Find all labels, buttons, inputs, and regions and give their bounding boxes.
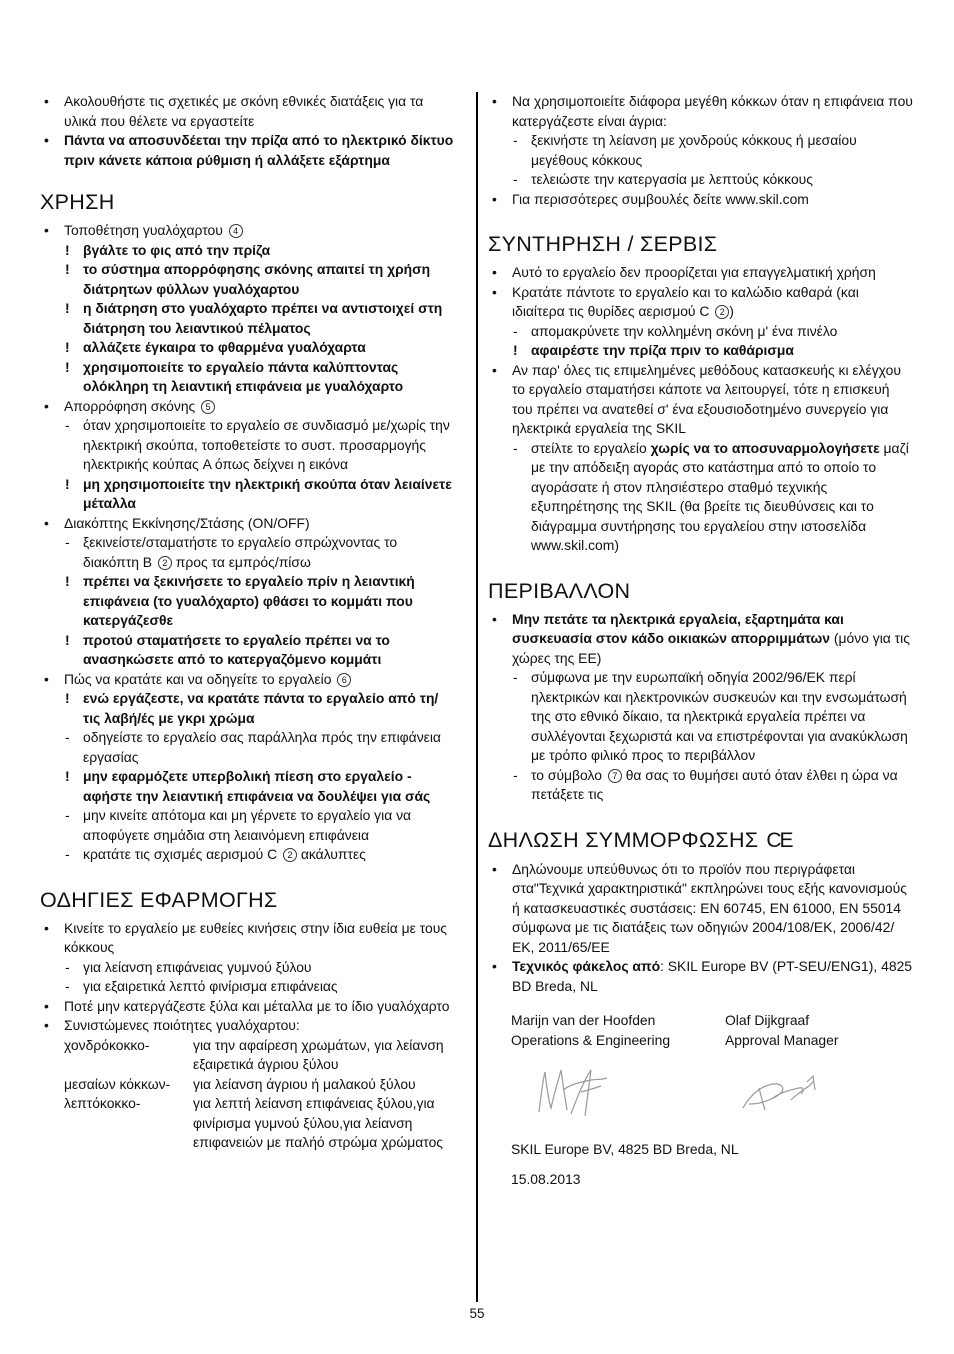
bullet-item [40,1016,455,1036]
section-title-environment: ΠΕΡΙΒΑΛΛΟΝ [488,578,631,603]
item-text: Συνιστώμενες ποιότητες γυαλόχαρτου: [64,1017,300,1033]
item-text: οδηγείστε το εργαλείο σας παράλληλα πρός την επιφάνεια εργασίας [83,729,441,765]
bullet-item [488,860,913,958]
company-address: SKIL Europe BV, 4825 BD Breda, NL [511,1141,739,1157]
grit-table [40,1036,455,1153]
warning-item [40,338,455,358]
item-text: στείλτε το εργαλείο [531,439,647,456]
item-text: Για περισσότερες συμβουλές δείτε www.skil.com [512,190,809,207]
intro-list [40,92,455,170]
item-text: η διάτρηση στο γυαλόχαρτο πρέπει να αντιστοιχεί στη διάτρηση του λειαντικού πέλματος [83,300,443,336]
bullet-item [40,514,455,534]
bullet-item [40,919,455,958]
warning-item [40,689,455,728]
dash-item [40,533,455,572]
grit-use: για λεπτή λείανση επιφάνειας ξύλου,για φινίρισμα γυμνού ξύλου,για λείανση επιφανειών με παλήό στρώμα χρώματος [193,1095,443,1150]
emphasis-text: Μην πετάτε τα ηλεκτρικά εργαλεία, εξαρτημάτα και συσκευασία στον κάδο οικιακών απορριμμάτων [512,610,844,646]
figure-number-icon: 2 [158,556,172,570]
dash-item [40,728,455,767]
item-text-after: θα σας το θυμήσει αυτό όταν έλθει η ώρα να πετάξετε τις [531,766,898,802]
figure-number-icon: 2 [715,305,729,319]
item-text: Κινείτε το εργαλείο με ευθείες κινήσεις στην ίδια ευθεία με τους κόκκους [64,919,447,955]
grit-use: για την αφαίρεση χρωμάτων, για λείανση εξαιρετικά άγριου ξύλου [193,1036,444,1072]
dash-item [40,416,455,475]
dash-item [488,668,913,766]
figure-number-icon: 7 [608,769,622,783]
dash-item [40,806,455,845]
item-text: κρατάτε τις σχισμές αερισμού C [83,846,278,862]
signatories [488,1011,913,1050]
item-text: σύμφωνα με την ευρωπαϊκή οδηγία 2002/96/ΕΚ περί ηλεκτρικών και ηλεκτρονικών συσκευών και την ενσωμάτωσή της στο εθνικό δίκαιο, τα ηλεκτρικά εργαλεία πρέπει να συλλέγονται ξεχωριστά και να επιστρέφονται για ανακύκλωση με τρόπο φιλικό προς το περιβάλλον [531,669,908,763]
item-text: Αυτό το εργαλείο δεν προορίζεται για επαγγελματική χρήση [512,264,876,280]
signatory-role: Operations & Engineering [511,1031,671,1048]
signatory-2 [725,1011,913,1050]
maintenance-list [488,263,913,556]
item-text: αλλάζετε έγκαιρα το φθαρμένα γυαλόχαρτα [83,339,366,355]
bullet-item [40,92,455,131]
item-text: Πώς να κρατάτε και να οδηγείτε το εργαλείο [64,670,332,687]
ce-mark-icon: CE [766,828,792,852]
item-text: αφαιρέστε την πρίζα πριν το καθάρισμα [531,342,794,358]
item-text: το σύμβολο [531,766,602,783]
item-text: Ακολουθήστε τις σχετικές με σκόνη εθνικές διατάξεις για τα υλικά που θέλετε να εργαστείτε [64,93,424,129]
signatory-1 [511,1011,725,1050]
item-text: βγάλτε το φις από την πρίζα [83,241,271,258]
dash-item [40,958,455,978]
dash-item [488,439,913,556]
signature-2-icon [743,1076,815,1110]
signatory-role: Approval Manager [725,1031,839,1048]
grit-name: λεπτόκοκκο- [64,1095,141,1111]
item-text-after: μαζί με την απόδειξη αγοράς στο κατάστημα από το οποίο το αγοράσατε ή στον πλησιέστερο σταθμό τεχνικής εξυπηρέτησης της SKIL (θα βρείτε τις διευθύνσεις και το διάγραμμα συντήρησης του εργαλείου στην ιστοσελίδα www.skil.com) [531,439,909,553]
item-text: για λείανση επιφάνειας γυμνού ξύλου [83,958,312,975]
warning-item [488,341,913,361]
item-text: Κρατάτε πάντοτε το εργαλείο και το καλώδιο καθαρά (και ιδιαίτερα τις θυρίδες αερισμού C [512,283,859,319]
dash-item [488,322,913,342]
grit-name: μεσαίων κόκκων- [64,1075,171,1092]
signatory-name: Marijn van der Hoofden [511,1012,656,1028]
bullet-item [40,131,455,170]
environment-list [488,610,913,805]
right-column [488,92,913,1189]
dash-item [40,977,455,997]
item-text: ξεκινείστε/σταματήστε το εργαλείο σπρώχνοντας το διακόπτη B [83,534,398,570]
signatory-name: Olaf Dijkgraaf [725,1012,810,1028]
warning-item [40,631,455,670]
item-text-after: προς τα εμπρός/πίσω [175,553,311,570]
bullet-item [488,957,913,996]
column-divider [476,92,478,1302]
bullet-item [488,92,913,131]
grit-use: για λείανση άγριου ή μαλακού ξύλου [193,1075,416,1092]
warning-item [40,260,455,299]
emphasis-text: Τεχνικός φάκελος από [512,958,661,974]
warning-item [40,572,455,631]
item-text: χρησιμοποιείτε το εργαλείο πάντα καλύπτοντας ολόκληρη τη λειαντική επιφάνεια με γυαλόχαρτο [83,358,404,394]
section-title-maintenance: ΣΥΝΤΗΡΗΣΗ / ΣΕΡΒΙΣ [488,232,718,256]
item-text: Δηλώνουμε υπεύθυνως ότι το προϊόν που περιγράφεται στα"Τεχνικά χαρακτηριστικά" εκπληρώνει τους εξής κανονισμούς ή κατασκευαστικές συστάσεις: EN 60745, EN 61000, EN 55014 σύμφωνα με τις διατάξεις των οδηγιών 2004/108/ΕΚ, 2006/42/ΕΚ, 2011/65/ΕΕ [512,860,907,955]
section-title-declaration [488,827,913,854]
section-title-application: ΟΔΗΓΙΕΣ ΕΦΑΡΜΟΓΗΣ [40,887,278,912]
item-text-after: ακάλυπτες [300,846,366,862]
warning-item [40,241,455,261]
item-text: μην εφαρμόζετε υπερβολική πίεση στο εργαλείο - αφήστε την λειαντική επιφάνεια να δουλέψει για σάς [83,768,431,804]
item-text: όταν χρησιμοποιείτε το εργαλείο σε συνδιασμό με/χωρίς την ηλεκτρική σκούπα, τοποθετείστε το συστ. προσαρμογής ηλεκτρικής κούπας A όπως δείχνει η εικόνα [83,417,450,472]
warning-item [40,767,455,806]
grit-name: χονδρόκοκκο- [64,1036,150,1053]
item-text-after: : SKIL Europe BV (PT-SEU/ENG1), 4825 BD Breda, NL [512,958,913,994]
item-text: Να χρησιμοποιείτε διάφορα μεγέθη κόκκων όταν η επιφάνεια που κατεργάζεστε είναι άγρια: [512,93,913,129]
declaration-title-text: ΔΗΛΩΣΗ ΣΥΜΜΟΡΦΩΣΗΣ [488,827,759,852]
declaration-date: 15.08.2013 [511,1170,581,1187]
section-title-usage: ΧΡΗΣΗ [40,190,115,214]
declaration-list [488,860,913,997]
item-text: μη χρησιμοποιείτε την ηλεκτρική σκούπα όταν λειαίνετε μέταλλα [83,475,452,511]
item-text: τελειώστε την κατεργασία με λεπτούς κόκκους [531,171,813,187]
item-text: προτού σταματήσετε το εργαλείο πρέπει να το ανασηκώσετε από το κατεργαζόμενο κομμάτι [83,631,390,667]
item-text: Τοποθέτηση γυαλόχαρτου [64,222,223,238]
signature-images [488,1050,913,1140]
item-text-after: (μόνο για τις χώρες της ΕΕ) [512,630,910,666]
dash-item [488,766,913,805]
signatures-svg [511,1050,911,1140]
application-list [40,919,455,1036]
item-text: Αν παρ' όλες τις επιμελημένες μεθόδους κατασκευής κι ελέγχου το εργαλείο σταματήσει κάποτε να λειτουργεί, τότε η επισκευή του πρέπει να ανατεθεί σ' ένα εξουσιοδοτημένο συνεργείο για ηλεκτρικά εργαλεία της SKIL [512,361,901,436]
bullet-item [488,610,913,669]
bullet-item [40,397,455,417]
figure-number-icon: 2 [283,848,297,862]
bullet-item [40,221,455,241]
bullet-item [488,361,913,439]
item-text: Πάντα να αποσυνδέεται την πρίζα από το ηλεκτρικό δίκτυο πριν κάνετε κάποια ρύθμιση ή αλλάξετε εξάρτημα [64,132,454,168]
item-text: Διακόπτης Εκκίνησης/Στάσης (ON/OFF) [64,514,310,531]
item-text: Απορρόφηση σκόνης [64,397,196,414]
warning-item [40,299,455,338]
dash-item [40,845,455,865]
bullet-item [488,263,913,283]
signature-1-icon [539,1070,607,1116]
warning-item [40,475,455,514]
warning-item [40,358,455,397]
left-column [40,92,455,1153]
bullet-item [488,190,913,210]
bullet-item [40,670,455,690]
item-text: πρέπει να ξεκινήσετε το εργαλείο πρίν η λειαντική επιφάνεια (το γυαλόχαρτο) φθάσει το κομμάτι που κατεργάζεσθε [83,573,415,628]
dash-item [488,131,913,170]
item-text: μην κινείτε απότομα και μη γέρνετε το εργαλείο για να αποφύγετε σημάδια στη λειαινόμενη επιφάνεια [83,807,412,843]
figure-number-icon: 6 [337,673,351,687]
figure-number-icon: 5 [201,400,215,414]
item-text: το σύστημα απορρόφησης σκόνης απαιτεί τη χρήση διάτρητων φύλλων γυαλόχαρτου [83,261,431,297]
dash-item [488,170,913,190]
figure-number-icon: 4 [229,224,243,238]
item-text: ενώ εργάζεστε, να κρατάτε πάντα το εργαλείο από τη/τις λαβή/ές με γκρι χρώμα [83,690,439,726]
item-text: για εξαιρετικά λεπτό φινίρισμα επιφάνειας [83,978,338,994]
item-text-after: ) [729,303,734,319]
page-number: 55 [469,1306,485,1321]
item-text: απομακρύνετε την κολλημένη σκόνη μ' ένα πινέλο [531,322,838,339]
item-text: ξεκινήστε τη λείανση με χονδρούς κόκκους ή μεσαίου μεγέθους κόκκους [531,132,857,168]
bullet-item [488,283,913,322]
emphasis-text: χωρίς να το αποσυναρμολογήσετε [650,439,880,456]
item-text: Ποτέ μην κατεργάζεστε ξύλα και μέταλλα με το ίδιο γυαλόχαρτο [64,997,450,1014]
tips-list [488,92,913,209]
bullet-item [40,997,455,1017]
usage-list [40,221,455,865]
